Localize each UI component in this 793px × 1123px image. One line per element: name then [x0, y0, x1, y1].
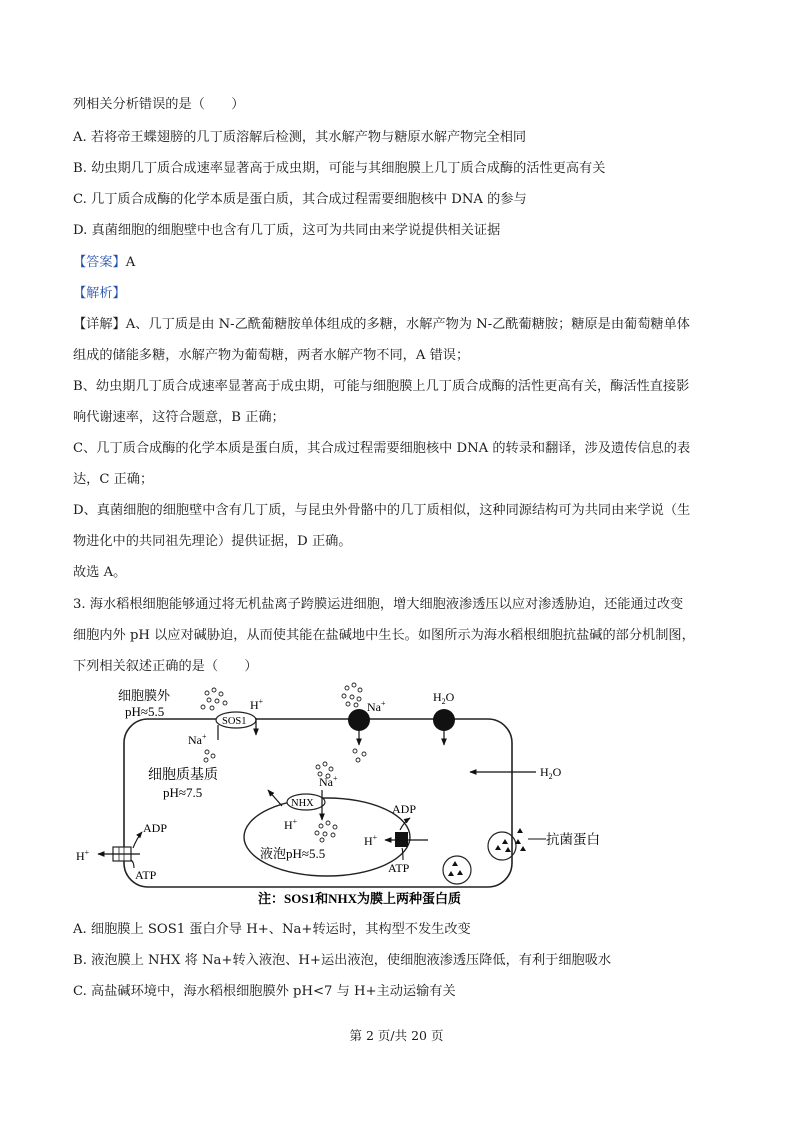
q3-option-b: B. 液泡膜上 NHX 将 Na+转入液泡、H+运出液泡，使细胞液渗透压降低，有利于细胞吸水 — [73, 953, 612, 968]
atp-membrane: ATP — [135, 868, 157, 882]
q2-detail-line-3: B、幼虫期几丁质合成速率显著高于成虫期，可能与细胞膜上几丁质合成酶的活性更高有关，酶活性直接影 — [73, 379, 690, 394]
q2-stem-end: 列相关分析错误的是（ ） — [73, 97, 245, 112]
q2-detail-line-5: C、几丁质合成酶的化学本质是蛋白质，其合成过程需要细胞核中 DNA 的转录和翻译，涉及遗传信息的表 — [73, 441, 691, 456]
outside-label: 细胞膜外 — [118, 688, 171, 703]
q2-option-b: B. 幼虫期几丁质合成速率显著高于成虫期，可能与其细胞膜上几丁质合成酶的活性更高有关 — [73, 161, 606, 176]
q3-stem-line-2: 细胞内外 pH 以应对碱胁迫，从而使其能在盐碱地中生长。如图所示为海水稻根细胞抗盐碱的部分机制图， — [73, 628, 695, 643]
atp-vacuole: ATP — [388, 861, 410, 875]
q2-conclusion: 故选 A。 — [73, 565, 127, 580]
page-footer: 第 2 页/共 20 页 — [349, 1028, 444, 1043]
q3-stem-line-3: 下列相关叙述正确的是（ ） — [73, 659, 258, 674]
h-ion-nhx: H+ — [284, 817, 298, 832]
sos1-label: SOS1 — [222, 716, 247, 727]
q2-detail-line-1: 【详解】A、几丁质是由 N-乙酰葡糖胺单体组成的多糖，水解产物为 N-乙酰葡糖胺；糖原是由葡萄糖单体 — [73, 317, 690, 332]
h2o-top: $H_2O$ — [433, 690, 455, 706]
h2o-right: $H_2O$ — [540, 765, 562, 781]
figure-note: 注：SOS1和NHX为膜上两种蛋白质 — [258, 891, 461, 906]
outside-ph: pH≈5.5 — [125, 704, 165, 719]
na-ion-nhx: Na+ — [319, 774, 338, 789]
q2-detail-line-7: D、真菌细胞的细胞壁中含有几丁质，与昆虫外骨骼中的几丁质相似，这种同源结构可为共同由来学说（生 — [73, 503, 691, 518]
h-ion-sos1: H+ — [250, 697, 264, 712]
root-cell-diagram — [70, 684, 600, 910]
q2-detail-line-8: 物进化中的共同祖先理论）提供证据，D 正确。 — [73, 534, 352, 549]
q2-analysis-label: 【解析】 — [73, 286, 126, 301]
vesicle-inner — [443, 856, 471, 884]
q2-detail-line-6: 达，C 正确； — [73, 472, 154, 487]
na-ion-sos1: Na+ — [188, 732, 207, 747]
na-dots-outside-sos1 — [201, 688, 227, 710]
h-ion-membrane: H+ — [76, 848, 90, 863]
q3-stem-line-1: 3. 海水稻根细胞能够通过将无机盐离子跨膜运进细胞，增大细胞液渗透压以应对渗透胁迫，还能通过改变 — [73, 597, 684, 612]
answer-value: A — [125, 255, 136, 270]
na-channel — [348, 709, 370, 745]
antibacterial-protein-label: 抗菌蛋白 — [546, 832, 600, 847]
answer-label: 【答案】 — [73, 255, 126, 270]
q2-detail-line-2: 组成的储能多糖，水解产物为葡萄糖，两者水解产物不同，A 错误； — [73, 348, 470, 363]
matrix-ph: pH≈7.5 — [163, 785, 203, 800]
adp-vacuole: ADP — [392, 802, 417, 816]
vacuole-label: 液泡pH≈5.5 — [260, 846, 326, 861]
q2-answer — [73, 254, 135, 272]
q3-option-a: A. 细胞膜上 SOS1 蛋白介导 H+、Na+转运时，其构型不发生改变 — [73, 922, 471, 937]
nhx-label: NHX — [291, 798, 314, 809]
matrix-label: 细胞质基质 — [148, 768, 218, 783]
q2-detail-line-4: 响代谢速率，这符合题意，B 正确； — [73, 410, 285, 425]
na-ion-channel: Na+ — [367, 699, 386, 714]
q3-option-c: C. 高盐碱环境中，海水稻根细胞膜外 pH<7 与 H+主动运输有关 — [73, 984, 456, 999]
adp-membrane: ADP — [143, 821, 168, 835]
q2-option-c: C. 几丁质合成酶的化学本质是蛋白质，其合成过程需要细胞核中 DNA 的参与 — [73, 192, 527, 207]
water-channel — [433, 709, 455, 745]
h-ion-vacuole: H+ — [364, 833, 378, 848]
vacuole — [244, 798, 410, 876]
q2-option-a: A. 若将帝王蝶翅膀的几丁质溶解后检测，其水解产物与糖原水解产物完全相同 — [73, 130, 527, 145]
q2-option-d: D. 真菌细胞的细胞壁中也含有几丁质，这可为共同由来学说提供相关证据 — [73, 223, 501, 238]
